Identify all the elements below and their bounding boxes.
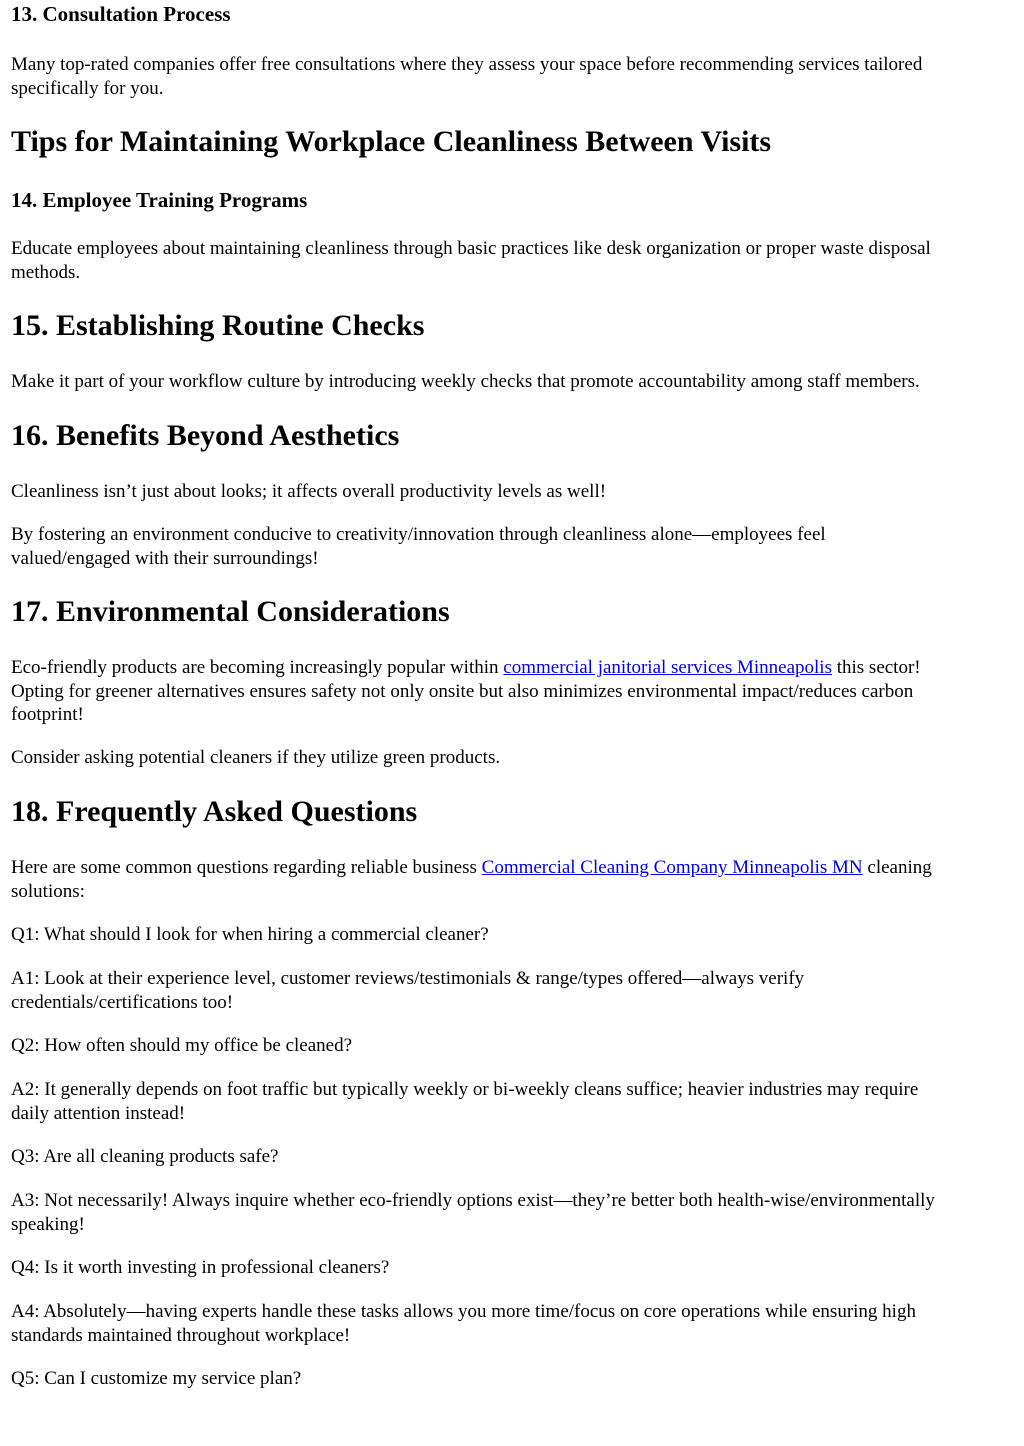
- tips-heading: Tips for Maintaining Workplace Cleanliness Between Visits: [11, 125, 772, 158]
- paragraph-line: Consider asking potential cleaners if they utilize green products.: [11, 747, 501, 768]
- paragraph-line: Cleanliness isn’t just about looks; it affects overall productivity levels as well!: [11, 481, 607, 502]
- paragraph-line: A2: It generally depends on foot traffic but typically weekly or bi-weekly cleans suffice; heavier industries may require: [11, 1079, 919, 1100]
- faq-question-2: [11, 1034, 1021, 1058]
- paragraph-line: valued/engaged with their surroundings!: [11, 547, 319, 569]
- section-13-heading: 13. Consultation Process: [11, 2, 231, 26]
- section-18-heading: 18. Frequently Asked Questions: [11, 795, 418, 828]
- paragraph-line: [11, 656, 1021, 680]
- paragraph-line: Educate employees about maintaining cleanliness through basic practices like desk organization or proper waste disposal: [11, 238, 931, 259]
- section-15-heading: 15. Establishing Routine Checks: [11, 309, 425, 342]
- paragraph-line: standards maintained throughout workplace!: [11, 1324, 351, 1346]
- paragraph-line: A1: Look at their experience level, customer reviews/testimonials & range/types offered—always verify: [11, 968, 805, 989]
- paragraph-line: By fostering an environment conducive to creativity/innovation through cleanliness alone—employees feel: [11, 524, 826, 545]
- section-17-paragraph-2: [11, 746, 1021, 770]
- faq-intro: [11, 856, 1021, 903]
- paragraph-text: Eco-friendly products are becoming increasingly popular within: [11, 657, 504, 678]
- faq-answer-4: [11, 1300, 1021, 1347]
- paragraph-text: cleaning: [862, 857, 932, 878]
- paragraph-line: methods.: [11, 261, 81, 283]
- paragraph-line: [11, 856, 1021, 880]
- paragraph-line: footprint!: [11, 704, 84, 725]
- paragraph-line: Q3: Are all cleaning products safe?: [11, 1146, 279, 1167]
- section-17-heading: 17. Environmental Considerations: [11, 595, 450, 628]
- faq-question-4: [11, 1256, 1021, 1280]
- paragraph-line: credentials/certifications too!: [11, 991, 234, 1013]
- section-15-paragraph: [11, 370, 1021, 394]
- paragraph-text: this sector!: [831, 657, 921, 678]
- section-14-paragraph: [11, 237, 1021, 284]
- faq-answer-3: [11, 1189, 1021, 1236]
- paragraph-line: Q1: What should I look for when hiring a commercial cleaner?: [11, 924, 489, 945]
- paragraph-line: daily attention instead!: [11, 1102, 186, 1124]
- paragraph-line: solutions:: [11, 880, 85, 902]
- section-16-paragraph-2: [11, 523, 1021, 570]
- paragraph-line: A3: Not necessarily! Always inquire whether eco-friendly options exist—they’re better both health-wise/environmentally: [11, 1190, 935, 1211]
- paragraph-line: Q2: How often should my office be cleaned?: [11, 1035, 353, 1056]
- paragraph-line: Make it part of your workflow culture by introducing weekly checks that promote accountability among staff members.: [11, 371, 920, 392]
- section-16-paragraph-1: [11, 480, 1021, 504]
- paragraph-line: A4: Absolutely—having experts handle these tasks allows you more time/focus on core operations while ensuring high: [11, 1301, 916, 1322]
- section-14-heading: 14. Employee Training Programs: [11, 188, 308, 212]
- faq-answer-2: [11, 1078, 1021, 1125]
- paragraph-text: Here are some common questions regarding reliable business: [11, 857, 482, 878]
- paragraph-line: Q5: Can I customize my service plan?: [11, 1368, 302, 1389]
- faq-question-1: [11, 923, 1021, 947]
- section-16-heading: 16. Benefits Beyond Aesthetics: [11, 419, 400, 452]
- faq-question-3: [11, 1145, 1021, 1169]
- paragraph-line: Many top-rated companies offer free consultations where they assess your space before recommending services tailored: [11, 54, 923, 75]
- faq-answer-1: [11, 967, 1021, 1014]
- section-13-paragraph: [11, 53, 1021, 100]
- paragraph-line: specifically for you.: [11, 77, 164, 99]
- faq-question-5: [11, 1367, 1021, 1391]
- paragraph-line: Q4: Is it worth investing in professional cleaners?: [11, 1257, 390, 1278]
- section-17-paragraph-1: [11, 656, 1021, 727]
- janitorial-services-link[interactable]: commercial janitorial services Minneapolis: [503, 657, 832, 678]
- paragraph-line: speaking!: [11, 1213, 85, 1235]
- paragraph-line: Opting for greener alternatives ensures safety not only onsite but also minimizes environmental impact/reduces carbon: [11, 680, 914, 702]
- cleaning-company-link[interactable]: Commercial Cleaning Company Minneapolis MN: [481, 857, 863, 878]
